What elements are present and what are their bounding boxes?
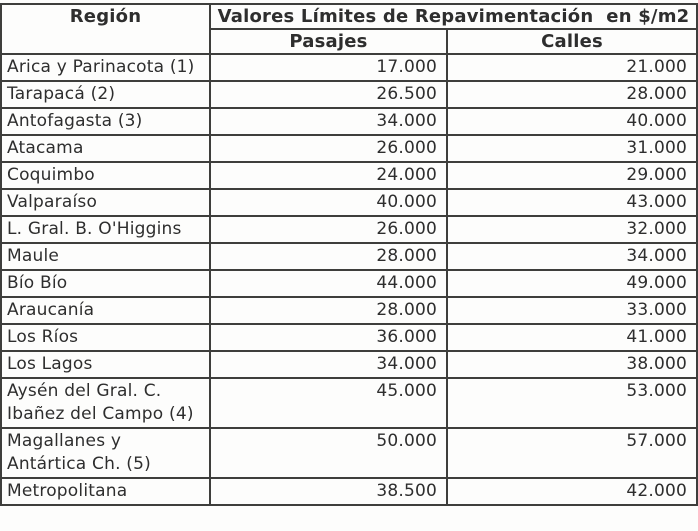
calles-cell: 57.000 (447, 428, 697, 478)
pasajes-cell: 17.000 (210, 54, 447, 81)
region-cell: Los Lagos (1, 351, 210, 378)
table-row (1, 297, 697, 324)
region-column-header: Región (1, 4, 210, 54)
calles-cell: 41.000 (447, 324, 697, 351)
pasajes-cell: 26.500 (210, 81, 447, 108)
region-cell: Aysén del Gral. C. Ibañez del Campo (4) (1, 378, 210, 428)
values-group-header: Valores Límites de Repavimentación en $/m2 (210, 4, 697, 29)
pasajes-cell: 50.000 (210, 428, 447, 478)
region-cell: Tarapacá (2) (1, 81, 210, 108)
pasajes-cell: 44.000 (210, 270, 447, 297)
calles-cell: 43.000 (447, 189, 697, 216)
calles-cell: 33.000 (447, 297, 697, 324)
table-row (1, 243, 697, 270)
region-cell: Magallanes y Antártica Ch. (5) (1, 428, 210, 478)
region-cell: Araucanía (1, 297, 210, 324)
calles-cell: 31.000 (447, 135, 697, 162)
table-row (1, 54, 697, 81)
pasajes-cell: 38.500 (210, 478, 447, 505)
pasajes-cell: 28.000 (210, 297, 447, 324)
region-cell: Antofagasta (3) (1, 108, 210, 135)
calles-cell: 40.000 (447, 108, 697, 135)
pasajes-cell: 26.000 (210, 216, 447, 243)
pasajes-cell: 34.000 (210, 351, 447, 378)
region-cell: L. Gral. B. O'Higgins (1, 216, 210, 243)
calles-cell: 21.000 (447, 54, 697, 81)
region-cell: Arica y Parinacota (1) (1, 54, 210, 81)
calles-cell: 34.000 (447, 243, 697, 270)
header-row-group (1, 4, 697, 29)
pasajes-cell: 36.000 (210, 324, 447, 351)
table-row (1, 162, 697, 189)
pasajes-cell: 34.000 (210, 108, 447, 135)
table-row (1, 351, 697, 378)
table-row (1, 378, 697, 428)
table-row (1, 135, 697, 162)
table-row (1, 428, 697, 478)
pasajes-cell: 40.000 (210, 189, 447, 216)
calles-cell: 38.000 (447, 351, 697, 378)
calles-cell: 49.000 (447, 270, 697, 297)
calles-cell: 53.000 (447, 378, 697, 428)
pasajes-cell: 28.000 (210, 243, 447, 270)
pasajes-cell: 26.000 (210, 135, 447, 162)
calles-cell: 29.000 (447, 162, 697, 189)
table-row (1, 216, 697, 243)
calles-cell: 42.000 (447, 478, 697, 505)
region-cell: Bío Bío (1, 270, 210, 297)
table-row (1, 81, 697, 108)
repaving-limits-table (0, 3, 698, 506)
calles-cell: 32.000 (447, 216, 697, 243)
pasajes-cell: 24.000 (210, 162, 447, 189)
table-row (1, 478, 697, 505)
pasajes-cell: 45.000 (210, 378, 447, 428)
region-cell: Metropolitana (1, 478, 210, 505)
table-row (1, 189, 697, 216)
pasajes-column-header: Pasajes (210, 29, 447, 54)
table-row (1, 324, 697, 351)
calles-cell: 28.000 (447, 81, 697, 108)
region-cell: Coquimbo (1, 162, 210, 189)
region-cell: Atacama (1, 135, 210, 162)
region-cell: Los Ríos (1, 324, 210, 351)
region-cell: Valparaíso (1, 189, 210, 216)
region-cell: Maule (1, 243, 210, 270)
calles-column-header: Calles (447, 29, 697, 54)
table-row (1, 270, 697, 297)
table-row (1, 108, 697, 135)
